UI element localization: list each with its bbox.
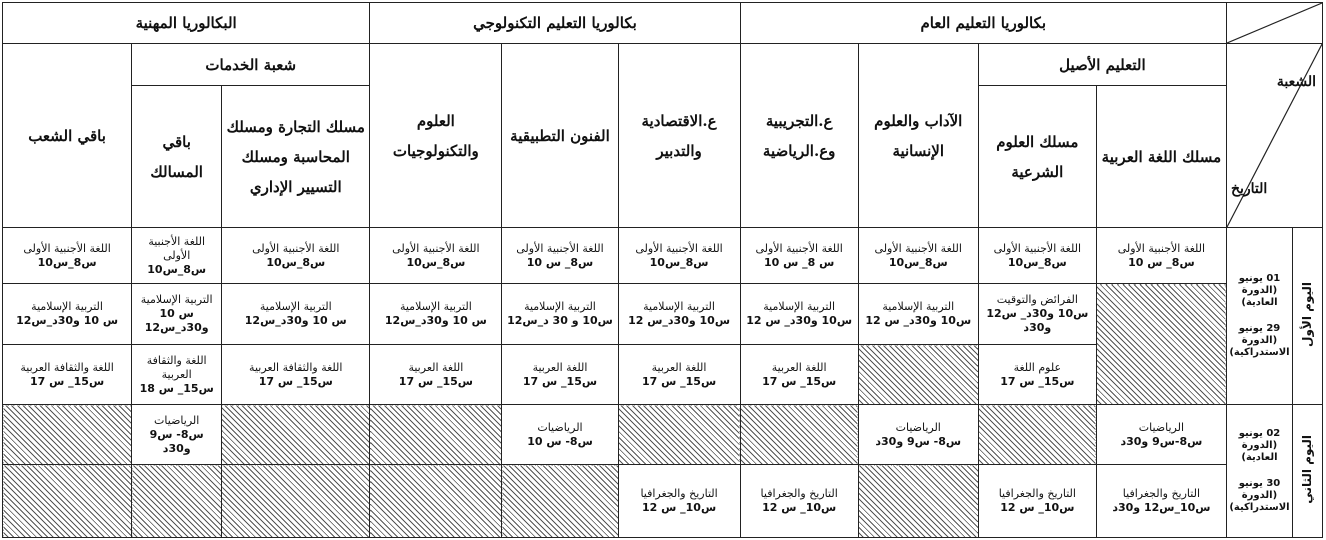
cell-r3-c9: اللغة والثقافة العربية س15_ س 18: [132, 345, 222, 405]
day2-session-b: (الدورة الاستدراكية): [1229, 490, 1290, 513]
col-humanities: الآداب والعلوم الإنسانية: [858, 44, 978, 228]
cell-r3-c5: اللغة العربية س15_ س 17: [618, 345, 740, 405]
cell-r2-c4: التربية الإسلامية س10 و30د_ س 12: [740, 284, 858, 345]
cell-r5-c8-empty: [222, 465, 370, 538]
col-experimental-math: ع.التجريبية وع.الرياضية: [740, 44, 858, 228]
header-professional-baccalaureate: البكالوريا المهنية: [3, 3, 370, 44]
cell-r1-c2: اللغة الأجنبية الأولى س8_س10: [978, 228, 1096, 284]
branch-date-corner: [1226, 44, 1322, 228]
cell-r1-c1: اللغة الأجنبية الأولى س8_ س 10: [1096, 228, 1226, 284]
cell-r3-c4: اللغة العربية س15_ س 17: [740, 345, 858, 405]
col-arabic-language: مسلك اللغة العربية: [1096, 86, 1226, 228]
cell-r5-c1: التاريخ والجغرافيا س10_س12 و30د: [1096, 465, 1226, 538]
cell-r1-c5: اللغة الأجنبية الأولى س8_س10: [618, 228, 740, 284]
cell-r4-c5-empty: [618, 405, 740, 465]
cell-r2-c1-empty: [1096, 284, 1226, 405]
cell-r3-c7: اللغة العربية س15_ س 17: [370, 345, 502, 405]
day1-dates: [1226, 228, 1292, 405]
col-applied-arts: الفنون التطبيقية: [502, 44, 618, 228]
cell-r3-c8: اللغة والثقافة العربية س15_ س 17: [222, 345, 370, 405]
cell-r2-c9: التربية الإسلامية س 10 و30د_س12: [132, 284, 222, 345]
cell-r4-c7-empty: [370, 405, 502, 465]
cell-r1-c4: اللغة الأجنبية الأولى س 8_ س 10: [740, 228, 858, 284]
col-economics: ع.الاقتصادية والتدبير: [618, 44, 740, 228]
cell-r5-c2: التاريخ والجغرافيا س10_ س 12: [978, 465, 1096, 538]
cell-r5-c3-empty: [858, 465, 978, 538]
corner-cell: [1226, 3, 1322, 44]
cell-r1-c3: اللغة الأجنبية الأولى س8_س10: [858, 228, 978, 284]
cell-r4-c2-empty: [978, 405, 1096, 465]
cell-r3-c6: اللغة العربية س15_ س 17: [502, 345, 618, 405]
header-original-education: التعليم الأصيل: [978, 44, 1226, 86]
col-commerce-accounting: مسلك التجارة ومسلك المحاسبة ومسلك التسيير الإداري: [222, 86, 370, 228]
cell-r3-c10: اللغة والثقافة العربية س15_ س 17: [3, 345, 132, 405]
cell-r3-c3-empty: [858, 345, 978, 405]
cell-r5-c4: التاريخ والجغرافيا س10_ س 12: [740, 465, 858, 538]
header-general-baccalaureate: بكالوريا التعليم العام: [740, 3, 1226, 44]
day2-date-a: 02 يونيو: [1238, 428, 1281, 439]
cell-r5-c7-empty: [370, 465, 502, 538]
day1-label: اليوم الأول: [1292, 228, 1322, 405]
cell-r2-c6: التربية الإسلامية س10 و 30 د_س12: [502, 284, 618, 345]
exam-schedule: [2, 2, 1323, 537]
cell-r1-c10: اللغة الأجنبية الأولى س8_س10: [3, 228, 132, 284]
cell-r4-c10-empty: [3, 405, 132, 465]
cell-r4-c3: الرياضيات س8- س9 و30د: [858, 405, 978, 465]
cell-r4-c1: الرياضيات س8-س9 و30د: [1096, 405, 1226, 465]
schedule-table: [2, 2, 1323, 538]
cell-r1-c6: اللغة الأجنبية الأولى س8_ س 10: [502, 228, 618, 284]
cell-r2-c8: التربية الإسلامية س 10 و30د_س12: [222, 284, 370, 345]
header-technological-baccalaureate: بكالوريا التعليم التكنولوجي: [370, 3, 740, 44]
day1-session-b: (الدورة الاستدراكية): [1229, 335, 1290, 358]
col-sharia-sciences: مسلك العلوم الشرعية: [978, 86, 1096, 228]
cell-r5-c5: التاريخ والجغرافيا س10_ س 12: [618, 465, 740, 538]
day1-date-b: 29 يونيو: [1238, 323, 1281, 334]
cell-r5-c9-empty: [132, 465, 222, 538]
cell-r2-c3: التربية الإسلامية س10 و30د_ س 12: [858, 284, 978, 345]
cell-r1-c7: اللغة الأجنبية الأولى س8_س10: [370, 228, 502, 284]
cell-r5-c10-empty: [3, 465, 132, 538]
cell-r1-c9: اللغة الأجنبية الأولى س8_س10: [132, 228, 222, 284]
corner-label-branch: الشعبة: [1276, 74, 1316, 90]
cell-r4-c6: الرياضيات س8- س 10: [502, 405, 618, 465]
cell-r2-c5: التربية الإسلامية س10 و30د_س 12: [618, 284, 740, 345]
col-other-branches: باقي الشعب: [3, 44, 132, 228]
cell-r4-c9: الرياضيات س8- س9 و30د: [132, 405, 222, 465]
cell-r2-c2: الفرائض والتوقيت س10 و30د_ س12 و30د: [978, 284, 1096, 345]
day2-date-b: 30 يونيو: [1238, 478, 1281, 489]
cell-r2-c7: التربية الإسلامية س 10 و30د_س12: [370, 284, 502, 345]
day2-dates: [1226, 405, 1292, 538]
day1-date-a: 01 يونيو: [1238, 273, 1281, 284]
corner-label-date: التاريخ: [1230, 181, 1268, 197]
cell-r3-c2: علوم اللغة س15_ س 17: [978, 345, 1096, 405]
day2-label: اليوم الثاني: [1292, 405, 1322, 538]
day1-session-a: (الدورة العادية): [1241, 285, 1278, 308]
header-services-branch: شعبة الخدمات: [132, 44, 370, 86]
cell-r4-c4-empty: [740, 405, 858, 465]
cell-r2-c10: التربية الإسلامية س 10 و30د_س12: [3, 284, 132, 345]
cell-r5-c6-empty: [502, 465, 618, 538]
col-other-tracks: باقي المسالك: [132, 86, 222, 228]
col-science-tech: العلوم والتكنولوجيات: [370, 44, 502, 228]
cell-r4-c8-empty: [222, 405, 370, 465]
cell-r1-c8: اللغة الأجنبية الأولى س8_س10: [222, 228, 370, 284]
day2-session-a: (الدورة العادية): [1241, 440, 1278, 463]
